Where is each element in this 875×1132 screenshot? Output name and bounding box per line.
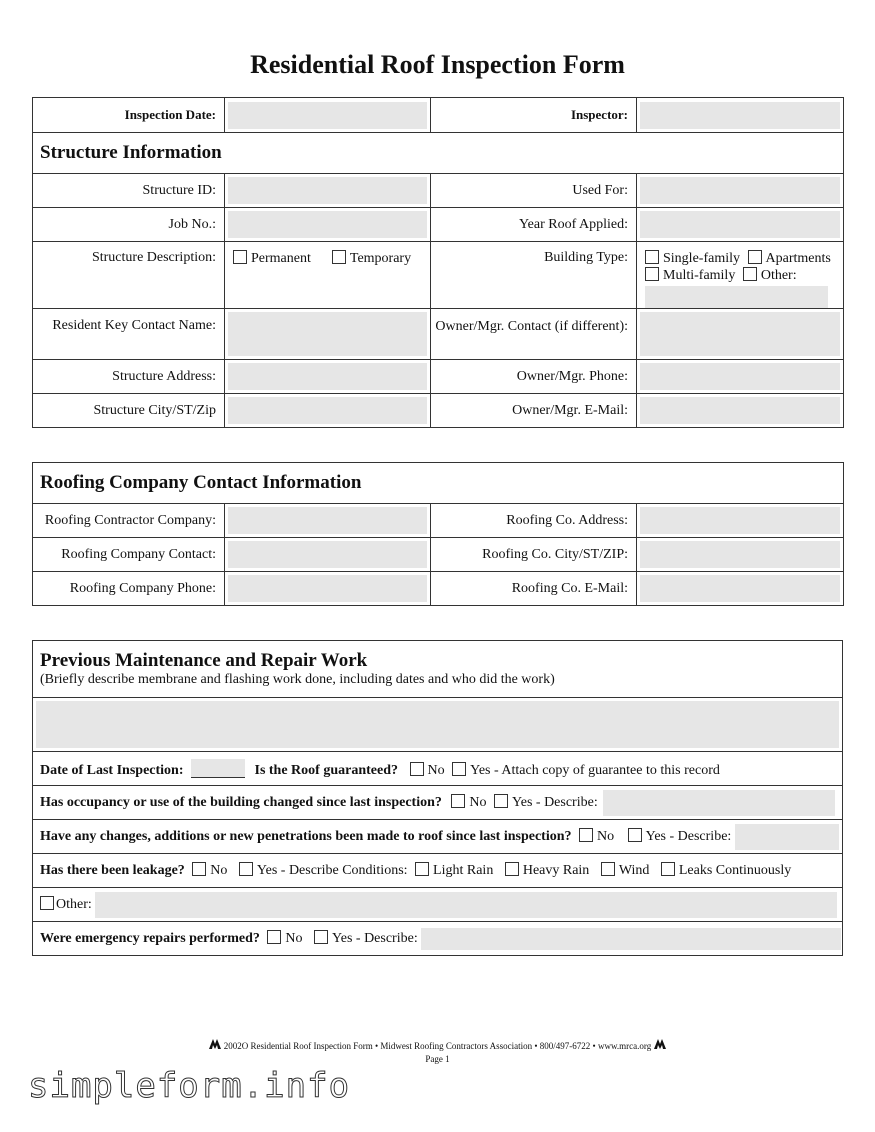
- leaks-continuously-checkbox[interactable]: [661, 862, 675, 876]
- wind-checkbox[interactable]: [601, 862, 615, 876]
- inspector-label: Inspector:: [431, 98, 637, 133]
- leakage-other-label: Other:: [56, 896, 92, 912]
- changes-row: [33, 820, 843, 854]
- guaranteed-yes-checkbox[interactable]: [452, 762, 466, 776]
- job-no-field[interactable]: [225, 208, 431, 242]
- resident-contact-field[interactable]: [225, 309, 431, 360]
- changes-no-label: No: [597, 828, 615, 844]
- multi-family-checkbox[interactable]: [645, 267, 659, 281]
- changes-yes-checkbox[interactable]: [628, 828, 642, 842]
- maintenance-description-field[interactable]: [33, 698, 843, 752]
- heavy-rain-checkbox[interactable]: [505, 862, 519, 876]
- page-number: Page 1: [425, 1054, 450, 1064]
- job-no-label: Job No.:: [33, 208, 225, 242]
- structure-city-field[interactable]: [225, 394, 431, 428]
- leakage-question: Has there been leakage?: [40, 863, 185, 878]
- watermark: simpleform.info: [28, 1066, 351, 1106]
- mrca-logo-icon: [653, 1038, 667, 1050]
- temporary-checkbox[interactable]: [332, 250, 346, 264]
- maintenance-table: [32, 640, 843, 956]
- leakage-other-checkbox[interactable]: [40, 896, 54, 910]
- owner-contact-label: Owner/Mgr. Contact (if different):: [431, 309, 637, 360]
- structure-address-label: Structure Address:: [33, 360, 225, 394]
- maintenance-header: [33, 641, 843, 698]
- last-inspection-label: Date of Last Inspection:: [40, 762, 184, 778]
- leakage-no-label: No: [210, 863, 228, 878]
- footer: [0, 1038, 875, 1066]
- occupancy-yes-label: Yes - Describe:: [512, 794, 598, 810]
- occupancy-question: Has occupancy or use of the building changed since last inspection?: [40, 794, 442, 810]
- changes-question: Have any changes, additions or new penetrations been made to roof since last inspection?: [40, 828, 572, 844]
- roofing-address-label: Roofing Co. Address:: [431, 504, 637, 538]
- used-for-field[interactable]: [637, 174, 844, 208]
- mrca-logo-icon: [208, 1038, 222, 1050]
- structure-id-field[interactable]: [225, 174, 431, 208]
- maintenance-subheading: (Briefly describe membrane and flashing work done, including dates and who did the work): [40, 672, 555, 687]
- apartments-label: Apartments: [765, 251, 831, 266]
- light-rain-label: Light Rain: [433, 863, 494, 878]
- year-roof-field[interactable]: [637, 208, 844, 242]
- maintenance-heading: Previous Maintenance and Repair Work: [40, 650, 368, 671]
- single-family-checkbox[interactable]: [645, 250, 659, 264]
- last-inspection-row: [33, 752, 843, 786]
- emergency-no-checkbox[interactable]: [267, 930, 281, 944]
- building-type-label: Building Type:: [431, 242, 637, 309]
- roofing-contact-field[interactable]: [225, 538, 431, 572]
- inspector-field[interactable]: [637, 98, 844, 133]
- changes-no-checkbox[interactable]: [579, 828, 593, 842]
- occupancy-no-checkbox[interactable]: [451, 794, 465, 808]
- leakage-other-row: [33, 888, 843, 922]
- roofing-company-label: Roofing Contractor Company:: [33, 504, 225, 538]
- guaranteed-yes-label: Yes - Attach copy of guarantee to this record: [470, 762, 720, 778]
- structure-city-label: Structure City/ST/Zip: [33, 394, 225, 428]
- leakage-other-field[interactable]: [95, 892, 837, 918]
- structure-id-label: Structure ID:: [33, 174, 225, 208]
- building-type-options: [637, 242, 844, 309]
- owner-contact-field[interactable]: [637, 309, 844, 360]
- owner-phone-field[interactable]: [637, 360, 844, 394]
- emergency-row: [33, 922, 843, 956]
- roofing-heading: Roofing Company Contact Information: [33, 463, 844, 504]
- leakage-yes-checkbox[interactable]: [239, 862, 253, 876]
- footer-text: 2002O Residential Roof Inspection Form • Midwest Roofing Contractors Association • 800/497-6722 • www.mrca.org: [223, 1041, 652, 1051]
- roofing-phone-label: Roofing Company Phone:: [33, 572, 225, 606]
- last-inspection-field[interactable]: [191, 759, 245, 778]
- roofing-email-field[interactable]: [637, 572, 844, 606]
- other-type-label: Other:: [760, 268, 797, 283]
- used-for-label: Used For:: [431, 174, 637, 208]
- permanent-label: Permanent: [251, 251, 311, 266]
- other-type-checkbox[interactable]: [743, 267, 757, 281]
- emergency-yes-label: Yes - Describe:: [332, 930, 418, 946]
- other-type-field[interactable]: [645, 286, 828, 308]
- leakage-yes-label: Yes - Describe Conditions:: [256, 863, 408, 878]
- roofing-contact-label: Roofing Company Contact:: [33, 538, 225, 572]
- structure-description-options: [225, 242, 431, 309]
- wind-label: Wind: [618, 863, 650, 878]
- changes-describe-field[interactable]: [735, 824, 839, 850]
- roofing-city-field[interactable]: [637, 538, 844, 572]
- guaranteed-no-label: No: [427, 762, 445, 778]
- occupancy-yes-checkbox[interactable]: [494, 794, 508, 808]
- emergency-no-label: No: [285, 930, 303, 946]
- guaranteed-no-checkbox[interactable]: [410, 762, 424, 776]
- structure-heading: Structure Information: [33, 133, 844, 174]
- owner-phone-label: Owner/Mgr. Phone:: [431, 360, 637, 394]
- form-title: Residential Roof Inspection Form: [250, 50, 625, 79]
- resident-contact-label: Resident Key Contact Name:: [33, 309, 225, 360]
- roofing-company-field[interactable]: [225, 504, 431, 538]
- structure-description-label: Structure Description:: [33, 242, 225, 309]
- apartments-checkbox[interactable]: [748, 250, 762, 264]
- roofing-email-label: Roofing Co. E-Mail:: [431, 572, 637, 606]
- guaranteed-question: Is the Roof guaranteed?: [254, 762, 398, 778]
- leakage-row: [33, 854, 843, 888]
- owner-email-label: Owner/Mgr. E-Mail:: [431, 394, 637, 428]
- temporary-label: Temporary: [349, 251, 412, 266]
- year-roof-label: Year Roof Applied:: [431, 208, 637, 242]
- emergency-describe-field[interactable]: [421, 928, 841, 950]
- multi-family-label: Multi-family: [663, 268, 736, 283]
- roofing-address-field[interactable]: [637, 504, 844, 538]
- occupancy-describe-field[interactable]: [603, 790, 835, 816]
- single-family-label: Single-family: [663, 251, 740, 266]
- emergency-yes-checkbox[interactable]: [314, 930, 328, 944]
- leaks-continuously-label: Leaks Continuously: [678, 863, 792, 878]
- structure-address-field[interactable]: [225, 360, 431, 394]
- roofing-phone-field[interactable]: [225, 572, 431, 606]
- inspection-date-label: Inspection Date:: [33, 98, 225, 133]
- roofing-city-label: Roofing Co. City/ST/ZIP:: [431, 538, 637, 572]
- structure-table: [32, 97, 844, 428]
- permanent-checkbox[interactable]: [233, 250, 247, 264]
- leakage-no-checkbox[interactable]: [192, 862, 206, 876]
- inspection-date-field[interactable]: [225, 98, 431, 133]
- occupancy-row: [33, 786, 843, 820]
- owner-email-field[interactable]: [637, 394, 844, 428]
- heavy-rain-label: Heavy Rain: [522, 863, 590, 878]
- emergency-question: Were emergency repairs performed?: [40, 930, 260, 946]
- light-rain-checkbox[interactable]: [415, 862, 429, 876]
- changes-yes-label: Yes - Describe:: [645, 828, 732, 844]
- occupancy-no-label: No: [469, 794, 487, 810]
- roofing-table: [32, 462, 844, 606]
